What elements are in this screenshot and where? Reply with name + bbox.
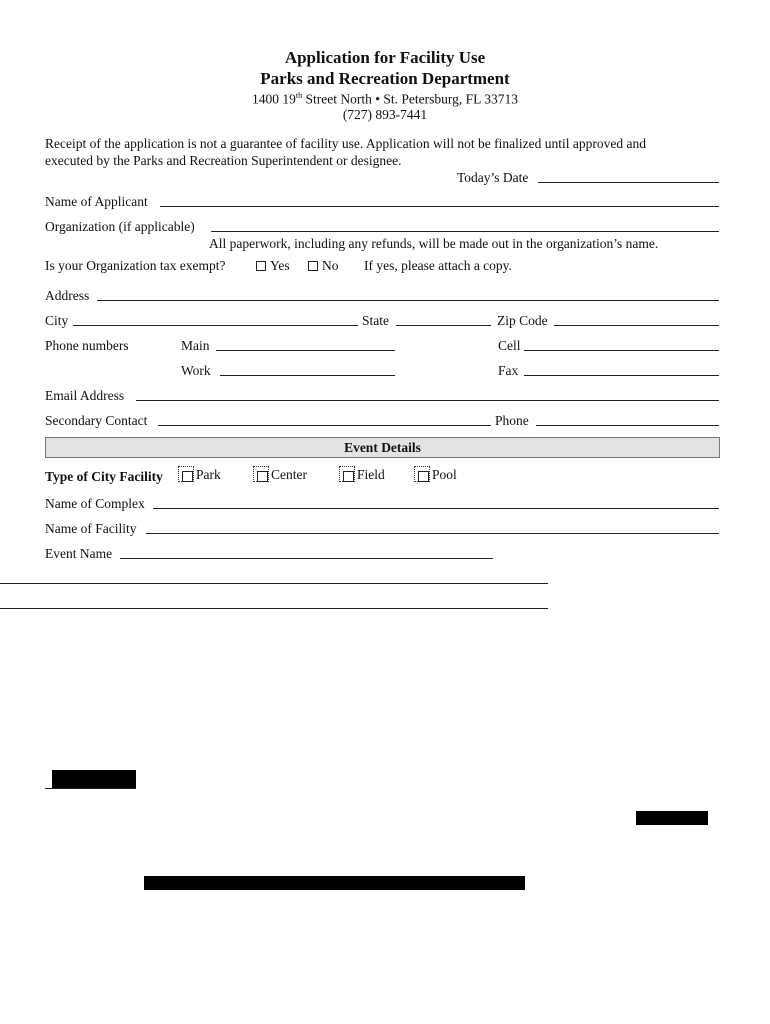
park-checkbox[interactable] xyxy=(178,466,194,482)
secondary-phone-label: Phone xyxy=(495,413,529,428)
address-label: Address xyxy=(45,288,90,303)
work-phone-field[interactable] xyxy=(220,375,395,376)
zip-field[interactable] xyxy=(554,325,719,326)
pool-checkbox[interactable] xyxy=(414,466,430,482)
address-field[interactable] xyxy=(97,300,719,301)
fax-label: Fax xyxy=(498,363,519,378)
work-label: Work xyxy=(181,363,211,378)
facility-name-label: Name of Facility xyxy=(45,521,137,536)
redaction-underline xyxy=(45,788,136,789)
department-address: 1400 19th Street North • St. Petersburg, FL 33713 xyxy=(252,91,518,107)
field-checkbox[interactable] xyxy=(339,466,355,482)
event-name-field[interactable] xyxy=(120,558,493,559)
secondary-contact-label: Secondary Contact xyxy=(45,413,148,428)
notice-line-2: executed by the Parks and Recreation Superintendent or designee. xyxy=(45,153,402,168)
organization-note: All paperwork, including any refunds, will be made out in the organization’s name. xyxy=(209,236,659,251)
email-field[interactable] xyxy=(136,400,719,401)
facility-type-label: Type of City Facility xyxy=(45,469,163,484)
redaction-block-3 xyxy=(144,876,525,890)
facility-name-field[interactable] xyxy=(146,533,719,534)
secondary-phone-field[interactable] xyxy=(536,425,719,426)
city-label: City xyxy=(45,313,69,328)
cell-phone-field[interactable] xyxy=(524,350,719,351)
organization-field[interactable] xyxy=(211,231,719,232)
tax-exempt-yes[interactable]: Yes xyxy=(256,258,290,274)
notice-line-1: Receipt of the application is not a guarantee of facility use. Application will not be finalized until approved and xyxy=(45,136,646,151)
redaction-block-1 xyxy=(52,770,136,788)
phone-numbers-label: Phone numbers xyxy=(45,338,129,353)
state-field[interactable] xyxy=(396,325,491,326)
tax-exempt-question: Is your Organization tax exempt? xyxy=(45,258,226,273)
extra-line-1[interactable] xyxy=(0,583,548,584)
city-field[interactable] xyxy=(73,325,358,326)
todays-date-label: Today’s Date xyxy=(457,170,529,185)
email-label: Email Address xyxy=(45,388,125,403)
facility-option-park[interactable]: Park xyxy=(178,466,221,483)
tax-exempt-note: If yes, please attach a copy. xyxy=(364,258,512,273)
facility-option-field[interactable]: Field xyxy=(339,466,385,483)
tax-exempt-no[interactable]: No xyxy=(308,258,339,274)
yes-checkbox[interactable] xyxy=(256,261,266,271)
complex-label: Name of Complex xyxy=(45,496,145,511)
zip-label: Zip Code xyxy=(497,313,548,328)
fax-field[interactable] xyxy=(524,375,719,376)
redaction-block-2 xyxy=(636,811,708,825)
extra-line-2[interactable] xyxy=(0,608,548,609)
applicant-field[interactable] xyxy=(160,206,719,207)
main-label: Main xyxy=(181,338,210,353)
complex-field[interactable] xyxy=(153,508,719,509)
facility-option-pool[interactable]: Pool xyxy=(414,466,457,483)
event-name-label: Event Name xyxy=(45,546,113,561)
applicant-label: Name of Applicant xyxy=(45,194,148,209)
center-checkbox[interactable] xyxy=(253,466,269,482)
form-title: Application for Facility Use xyxy=(284,48,486,67)
main-phone-field[interactable] xyxy=(216,350,395,351)
no-checkbox[interactable] xyxy=(308,261,318,271)
department-phone: (727) 893-7441 xyxy=(342,107,428,122)
facility-option-center[interactable]: Center xyxy=(253,466,307,483)
cell-label: Cell xyxy=(498,338,521,353)
organization-label: Organization (if applicable) xyxy=(45,219,195,234)
todays-date-field[interactable] xyxy=(538,182,719,183)
department-title: Parks and Recreation Department xyxy=(260,69,510,88)
secondary-contact-field[interactable] xyxy=(158,425,491,426)
state-label: State xyxy=(362,313,389,328)
event-details-header: Event Details xyxy=(45,437,720,458)
